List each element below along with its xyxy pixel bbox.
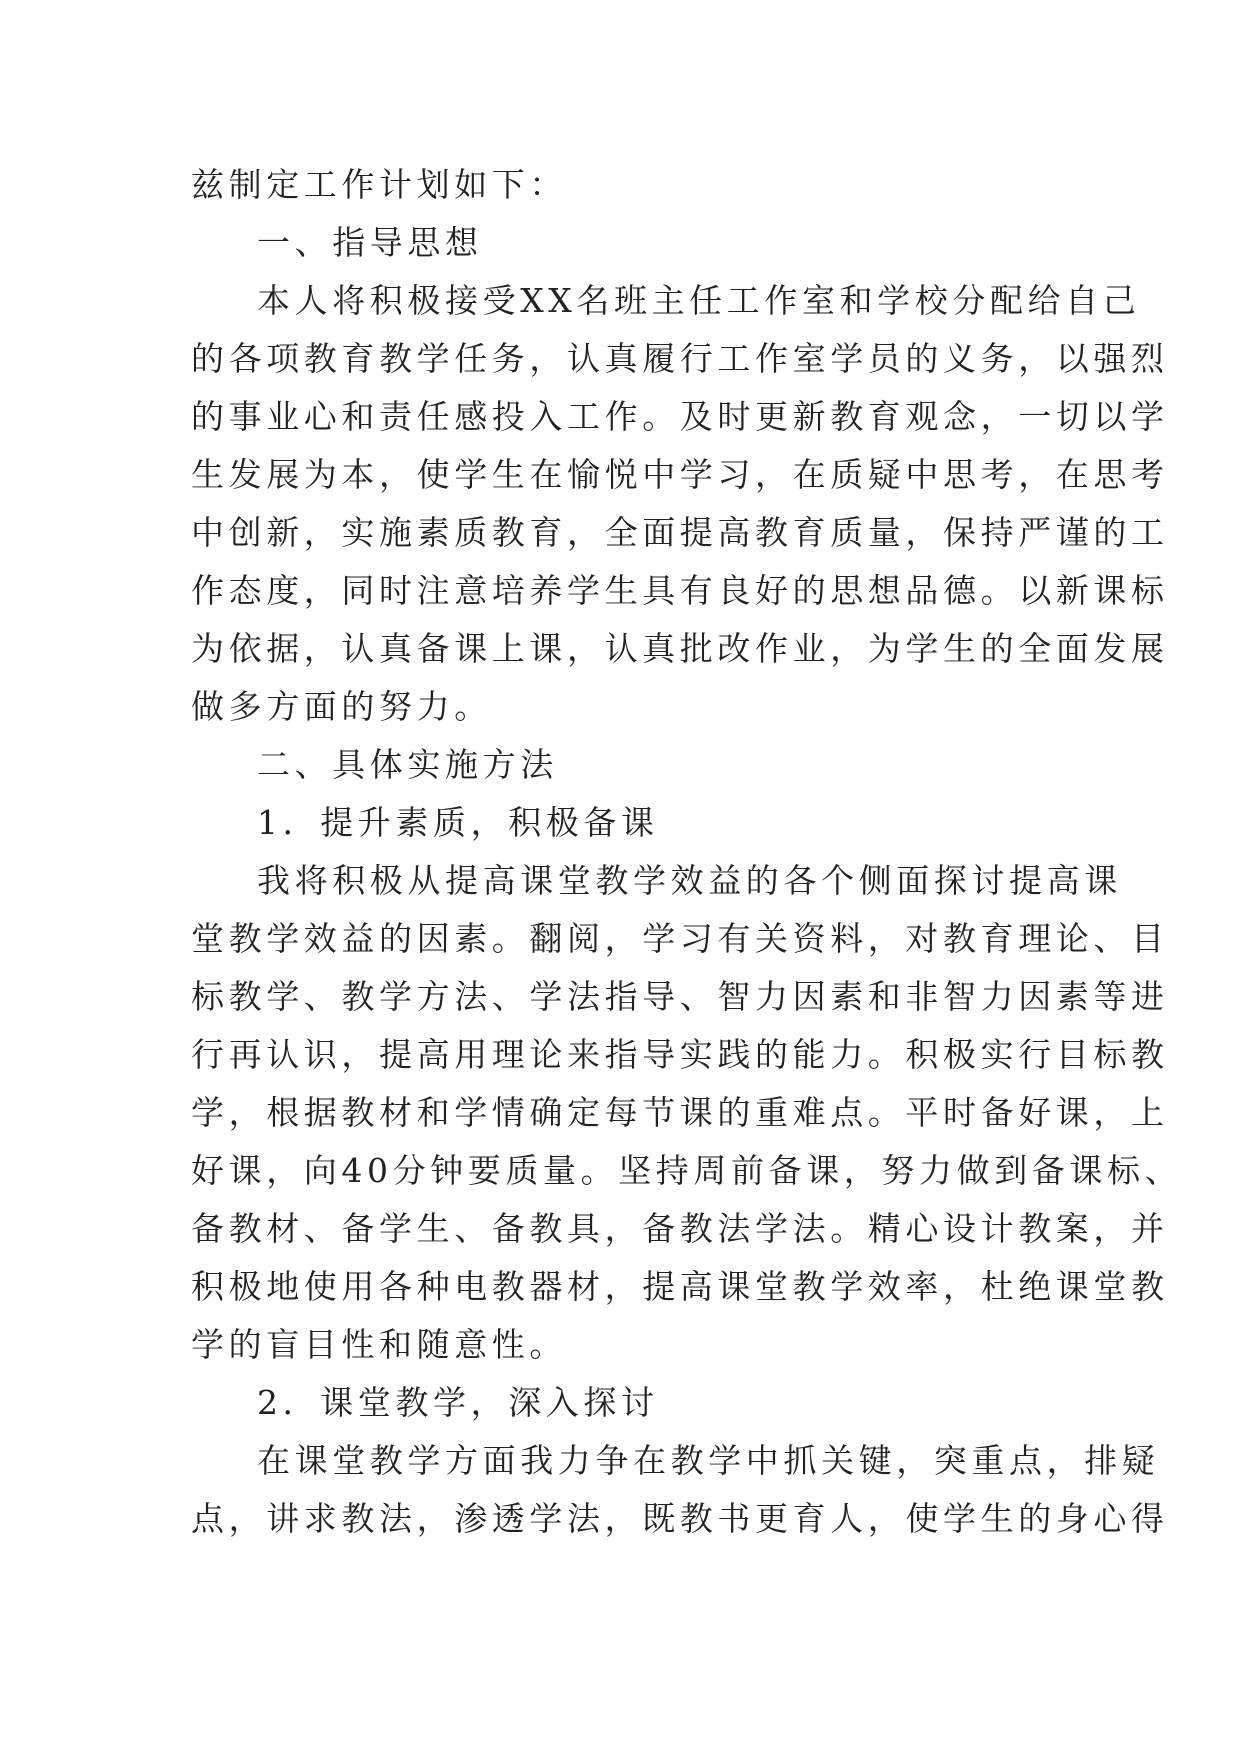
document-body bbox=[191, 156, 1183, 1548]
body-line: 本人将积极接受XX名班主任工作室和学校分配给自己 bbox=[257, 281, 1141, 320]
body-line: 做多方面的努力。 bbox=[191, 687, 492, 726]
body-line: 作态度，同时注意培养学生具有良好的思想品德。以新课标 bbox=[191, 571, 1169, 610]
body-line: 兹制定工作计划如下： bbox=[191, 165, 567, 204]
body-line: 堂教学效益的因素。翻阅，学习有关资料，对教育理论、目 bbox=[191, 919, 1169, 958]
section-heading-guiding-thought: 一、指导思想 bbox=[257, 223, 483, 262]
body-line: 积极地使用各种电教器材，提高课堂教学效率，杜绝课堂教 bbox=[191, 1267, 1169, 1306]
body-line: 的各项教育教学任务，认真履行工作室学员的义务，以强烈 bbox=[191, 339, 1169, 378]
body-line: 标教学、教学方法、学法指导、智力因素和非智力因素等进 bbox=[191, 977, 1169, 1016]
body-line: 行再认识，提高用理论来指导实践的能力。积极实行目标教 bbox=[191, 1035, 1169, 1074]
body-line: 点，讲求教法，渗透学法，既教书更育人，使学生的身心得 bbox=[191, 1499, 1169, 1538]
body-line: 我将积极从提高课堂教学效益的各个侧面探讨提高课 bbox=[257, 861, 1122, 900]
body-line: 中创新，实施素质教育，全面提高教育质量，保持严谨的工 bbox=[191, 513, 1169, 552]
body-line: 学的盲目性和随意性。 bbox=[191, 1325, 567, 1364]
section-heading-implementation: 二、具体实施方法 bbox=[257, 745, 558, 784]
body-line: 的事业心和责任感投入工作。及时更新教育观念，一切以学 bbox=[191, 397, 1169, 436]
subsection-heading-2: 2．课堂教学，深入探讨 bbox=[257, 1383, 659, 1422]
body-line: 备教材、备学生、备教具，备教法学法。精心设计教案，并 bbox=[191, 1209, 1169, 1248]
body-line: 在课堂教学方面我力争在教学中抓关键，突重点，排疑 bbox=[257, 1441, 1160, 1480]
body-line: 生发展为本，使学生在愉悦中学习，在质疑中思考，在思考 bbox=[191, 455, 1169, 494]
body-line: 为依据，认真备课上课，认真批改作业，为学生的全面发展 bbox=[191, 629, 1169, 668]
body-line: 好课，向40分钟要质量。坚持周前备课，努力做到备课标、 bbox=[191, 1151, 1183, 1190]
body-line: 学，根据教材和学情确定每节课的重难点。平时备好课，上 bbox=[191, 1093, 1169, 1132]
subsection-heading-1: 1．提升素质，积极备课 bbox=[257, 803, 659, 842]
